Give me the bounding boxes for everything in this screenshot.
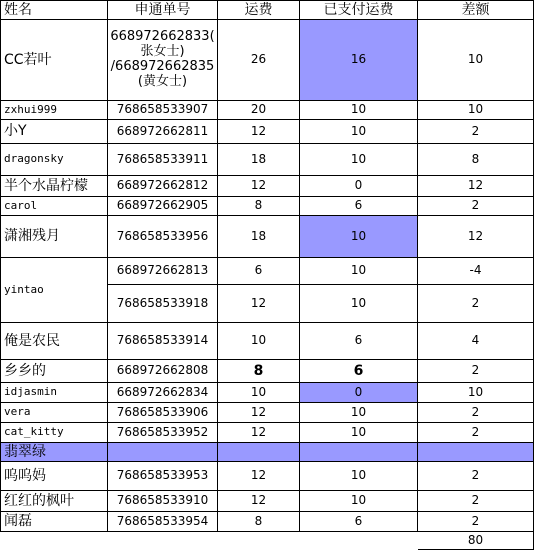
header-diff[interactable]: 差额 xyxy=(418,0,534,20)
row-fee-cell[interactable]: 12 xyxy=(218,462,300,491)
row-tracking-cell[interactable]: 768658533918 xyxy=(108,285,218,323)
row-name-cell[interactable]: 闻磊 xyxy=(0,512,108,532)
row-name-cell[interactable]: carol xyxy=(0,197,108,216)
row-name-cell[interactable]: 半个水晶柠檬 xyxy=(0,176,108,197)
row-diff-cell[interactable]: 2 xyxy=(418,360,534,383)
row-diff-cell[interactable]: 2 xyxy=(418,491,534,512)
header-name[interactable]: 姓名 xyxy=(0,0,108,20)
row-fee-cell[interactable]: 12 xyxy=(218,403,300,423)
row-paid-cell[interactable]: 16 xyxy=(300,20,418,101)
row-diff-cell[interactable]: 4 xyxy=(418,323,534,360)
row-paid-cell[interactable]: 10 xyxy=(300,258,418,285)
row-paid-cell[interactable]: 10 xyxy=(300,423,418,443)
row-fee-cell[interactable]: 18 xyxy=(218,216,300,258)
row-fee-cell[interactable]: 8 xyxy=(218,360,300,383)
row-fee-cell[interactable]: 10 xyxy=(218,323,300,360)
row-tracking-cell[interactable]: 668972662812 xyxy=(108,176,218,197)
row-diff-cell[interactable] xyxy=(418,443,534,462)
row-paid-cell[interactable]: 0 xyxy=(300,176,418,197)
row-diff-cell[interactable]: 2 xyxy=(418,197,534,216)
header-fee[interactable]: 运费 xyxy=(218,0,300,20)
row-fee-cell[interactable]: 6 xyxy=(218,258,300,285)
row-name-cell[interactable]: 翡翠绿 xyxy=(0,443,108,462)
header-paid[interactable]: 已支付运费 xyxy=(300,0,418,20)
row-fee-cell[interactable]: 12 xyxy=(218,285,300,323)
row-name-cell[interactable]: 小Y xyxy=(0,120,108,144)
row-tracking-cell[interactable]: 768658533910 xyxy=(108,491,218,512)
row-tracking-cell[interactable] xyxy=(108,443,218,462)
row-paid-cell[interactable]: 6 xyxy=(300,323,418,360)
header-tracking[interactable]: 申通单号 xyxy=(108,0,218,20)
row-paid-cell[interactable]: 10 xyxy=(300,403,418,423)
row-tracking-cell[interactable]: 668972662808 xyxy=(108,360,218,383)
row-diff-cell[interactable]: 2 xyxy=(418,120,534,144)
row-diff-cell[interactable]: 2 xyxy=(418,403,534,423)
row-tracking-cell[interactable]: 768658533954 xyxy=(108,512,218,532)
total-diff-cell[interactable]: 80 xyxy=(418,532,534,550)
row-paid-cell[interactable]: 10 xyxy=(300,491,418,512)
row-fee-cell[interactable] xyxy=(218,443,300,462)
row-name-cell[interactable]: yintao xyxy=(0,258,108,323)
row-paid-cell[interactable]: 0 xyxy=(300,383,418,403)
row-paid-cell[interactable]: 10 xyxy=(300,216,418,258)
row-tracking-cell[interactable]: 768658533952 xyxy=(108,423,218,443)
row-tracking-cell[interactable]: 768658533914 xyxy=(108,323,218,360)
row-fee-cell[interactable]: 8 xyxy=(218,512,300,532)
row-tracking-cell[interactable]: 668972662811 xyxy=(108,120,218,144)
row-fee-cell[interactable]: 20 xyxy=(218,101,300,120)
row-name-cell[interactable]: idjasmin xyxy=(0,383,108,403)
row-diff-cell[interactable]: -4 xyxy=(418,258,534,285)
row-diff-cell[interactable]: 12 xyxy=(418,176,534,197)
row-name-cell[interactable]: 乡乡的 xyxy=(0,360,108,383)
row-name-cell[interactable]: 俺是农民 xyxy=(0,323,108,360)
row-fee-cell[interactable]: 8 xyxy=(218,197,300,216)
row-paid-cell[interactable]: 10 xyxy=(300,144,418,176)
row-tracking-cell[interactable]: 668972662833( 张女士) /668972662835 (黄女士) xyxy=(108,20,218,101)
row-name-cell[interactable]: CC若叶 xyxy=(0,20,108,101)
row-fee-cell[interactable]: 12 xyxy=(218,423,300,443)
row-diff-cell[interactable]: 2 xyxy=(418,512,534,532)
row-name-cell[interactable]: 红红的枫叶 xyxy=(0,491,108,512)
row-tracking-cell[interactable]: 768658533906 xyxy=(108,403,218,423)
row-paid-cell[interactable]: 10 xyxy=(300,462,418,491)
row-name-cell[interactable]: cat_kitty xyxy=(0,423,108,443)
row-paid-cell[interactable]: 6 xyxy=(300,197,418,216)
row-diff-cell[interactable]: 2 xyxy=(418,423,534,443)
row-fee-cell[interactable]: 12 xyxy=(218,491,300,512)
row-fee-cell[interactable]: 26 xyxy=(218,20,300,101)
row-paid-cell[interactable]: 6 xyxy=(300,512,418,532)
row-name-cell[interactable]: dragonsky xyxy=(0,144,108,176)
row-paid-cell[interactable] xyxy=(300,443,418,462)
row-tracking-cell[interactable]: 768658533907 xyxy=(108,101,218,120)
row-name-cell[interactable]: zxhui999 xyxy=(0,101,108,120)
row-fee-cell[interactable]: 12 xyxy=(218,120,300,144)
row-paid-cell[interactable]: 10 xyxy=(300,101,418,120)
row-paid-cell[interactable]: 10 xyxy=(300,120,418,144)
row-paid-cell[interactable]: 10 xyxy=(300,285,418,323)
row-name-cell[interactable]: vera xyxy=(0,403,108,423)
row-fee-cell[interactable]: 12 xyxy=(218,176,300,197)
row-diff-cell[interactable]: 10 xyxy=(418,383,534,403)
row-tracking-cell[interactable]: 668972662905 xyxy=(108,197,218,216)
row-name-cell[interactable]: 呜呜妈 xyxy=(0,462,108,491)
row-diff-cell[interactable]: 2 xyxy=(418,462,534,491)
row-fee-cell[interactable]: 10 xyxy=(218,383,300,403)
row-paid-cell[interactable]: 6 xyxy=(300,360,418,383)
row-name-cell[interactable]: 潇湘残月 xyxy=(0,216,108,258)
row-diff-cell[interactable]: 12 xyxy=(418,216,534,258)
row-diff-cell[interactable]: 2 xyxy=(418,285,534,323)
row-tracking-cell[interactable]: 768658533953 xyxy=(108,462,218,491)
row-tracking-cell[interactable]: 768658533956 xyxy=(108,216,218,258)
row-diff-cell[interactable]: 8 xyxy=(418,144,534,176)
row-tracking-cell[interactable]: 668972662813 xyxy=(108,258,218,285)
row-diff-cell[interactable]: 10 xyxy=(418,101,534,120)
row-diff-cell[interactable]: 10 xyxy=(418,20,534,101)
row-tracking-cell[interactable]: 668972662834 xyxy=(108,383,218,403)
row-fee-cell[interactable]: 18 xyxy=(218,144,300,176)
row-tracking-cell[interactable]: 768658533911 xyxy=(108,144,218,176)
